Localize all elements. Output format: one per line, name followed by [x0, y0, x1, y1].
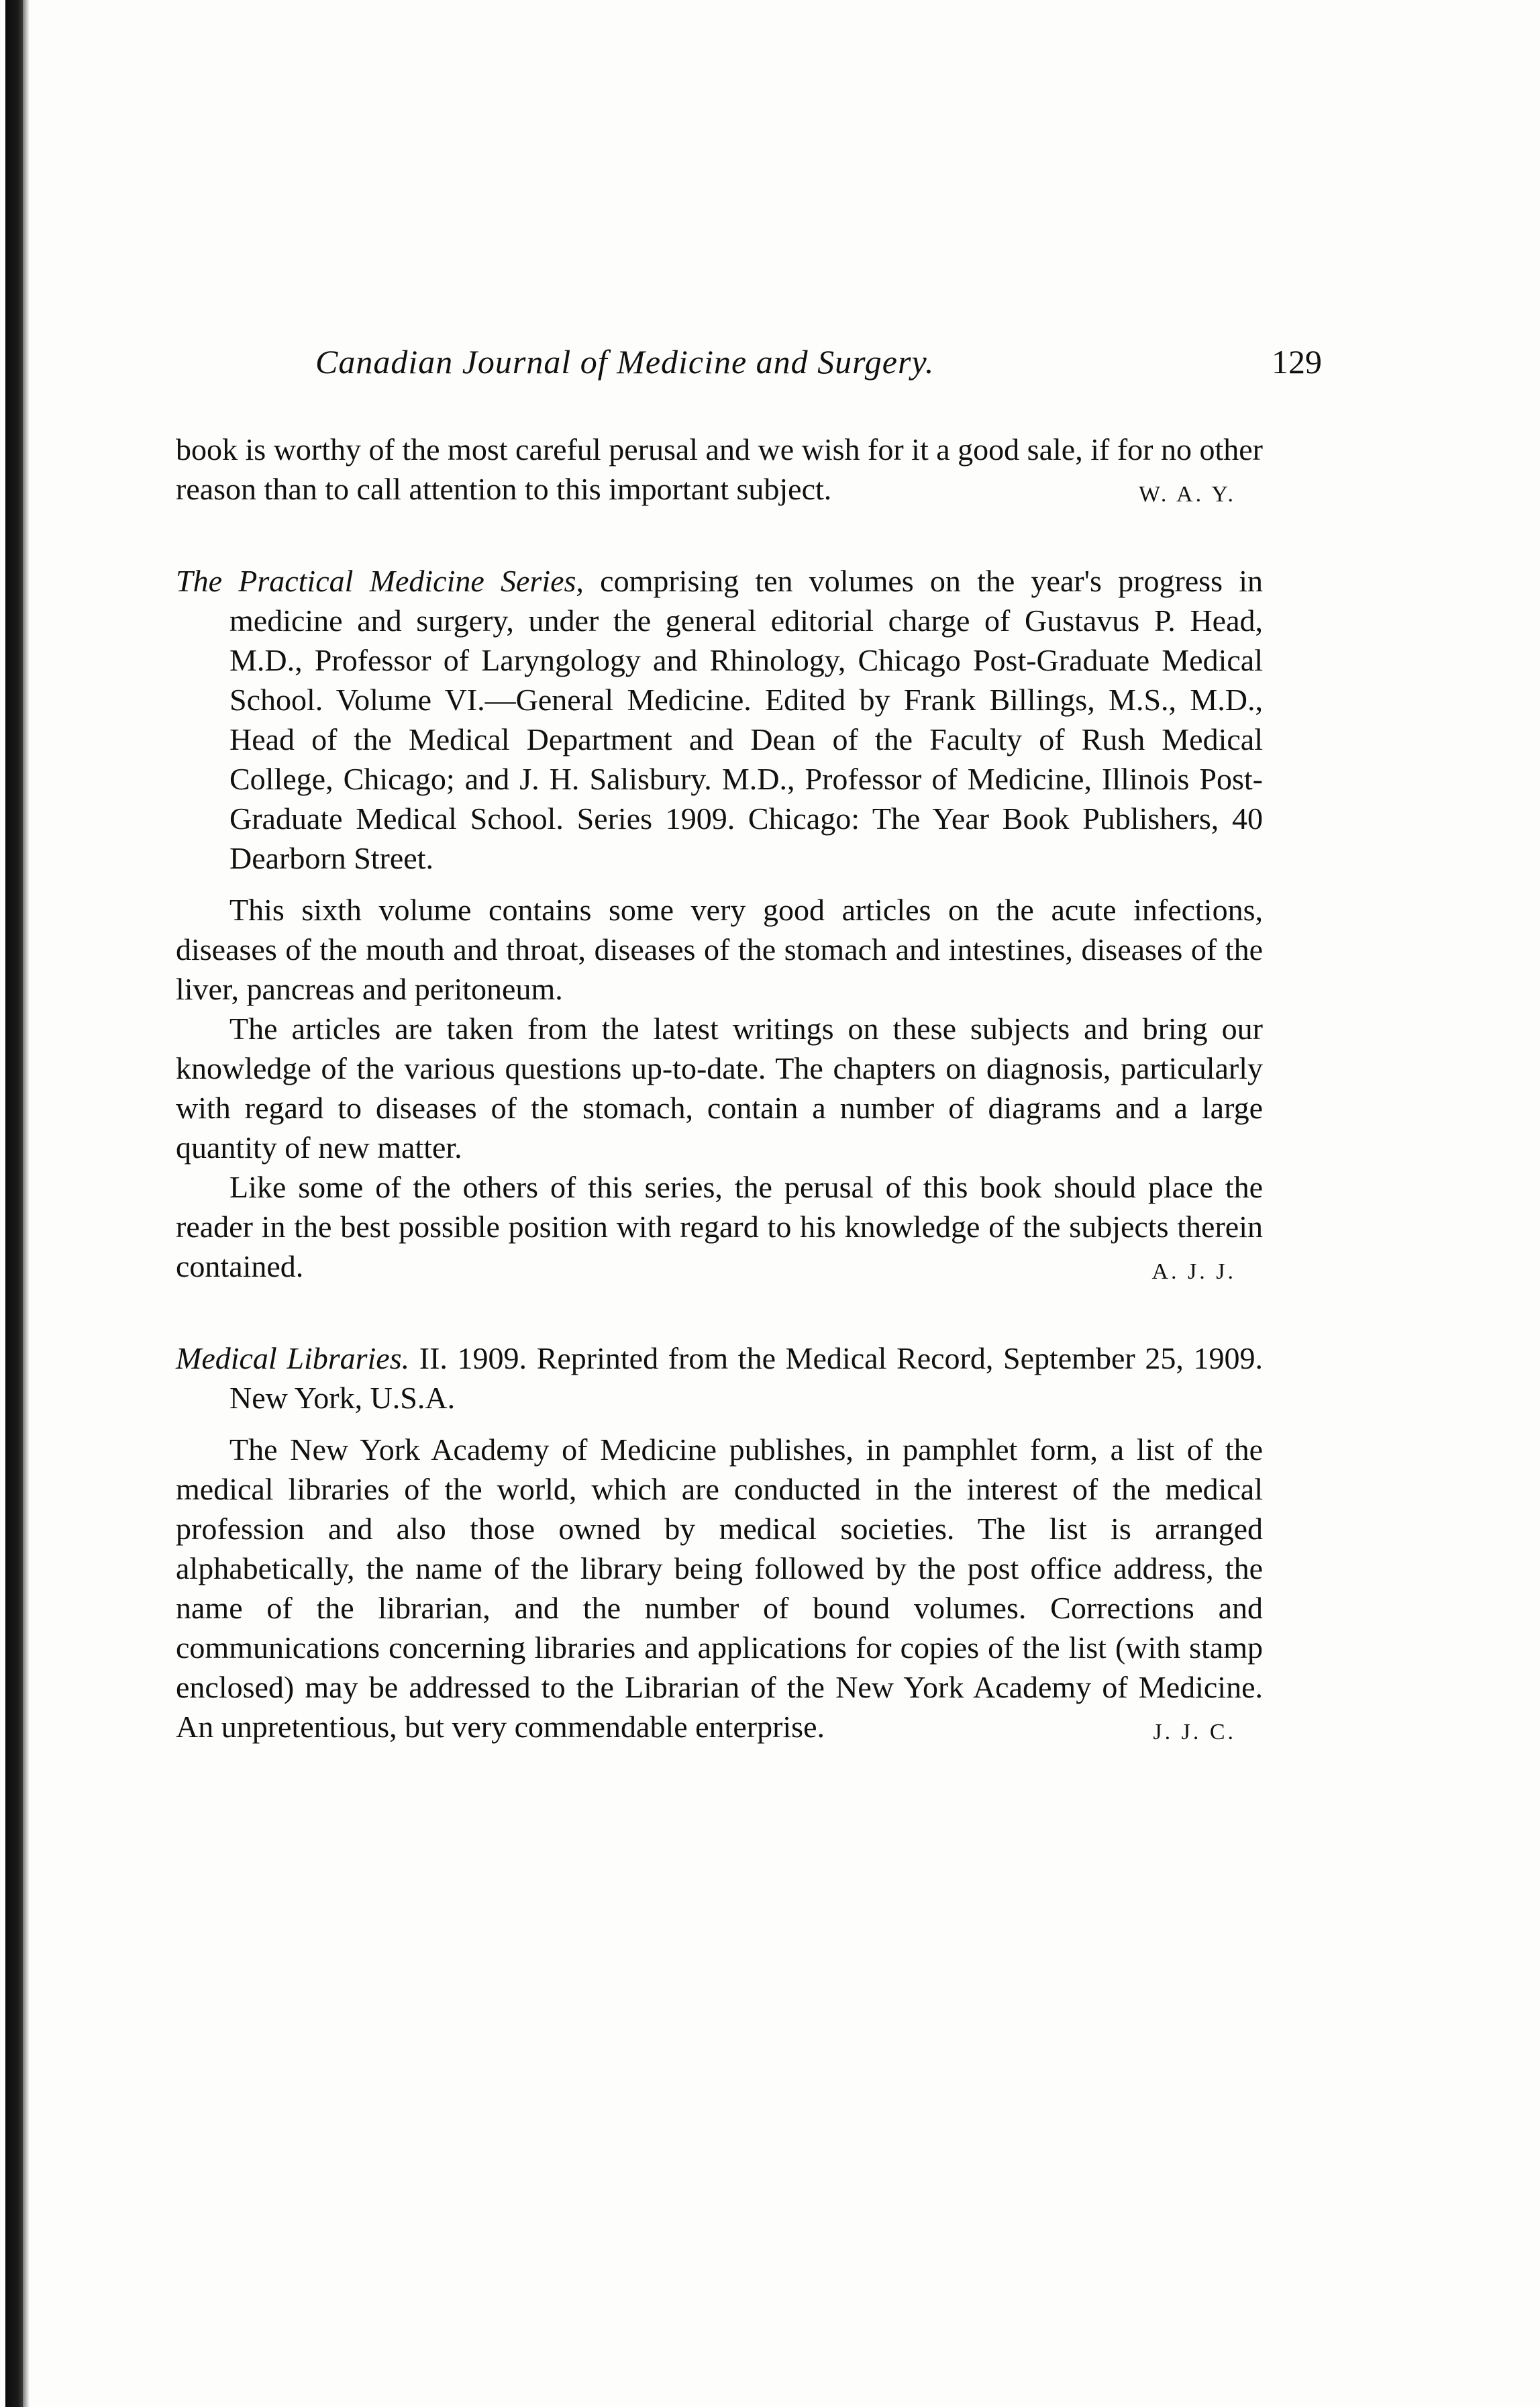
running-title: Canadian Journal of Medicine and Surgery. [315, 343, 935, 381]
review-paragraph [176, 1167, 1263, 1291]
reviewer-initials: A. J. J. [1151, 1259, 1236, 1284]
citation-title: Medical Libraries. [176, 1341, 410, 1375]
page-number: 129 [1272, 343, 1322, 381]
reviewer-initials: J. J. C. [1153, 1720, 1236, 1745]
text-block [176, 430, 1263, 1752]
review-medical-libraries [176, 1338, 1263, 1752]
page-header [315, 342, 1322, 396]
review-citation [176, 561, 1263, 878]
review-citation [176, 1338, 1263, 1418]
review-paragraph-text: Like some of the others of this series, the perusal of this book should place the reader in the best possible position with regard to his knowledge of the subjects therein contained. [176, 1170, 1263, 1283]
citation-details: comprising ten volumes on the year's progress in medicine and surgery, under the general editorial charge of Gustavus P. Head, M.D., Professor of Laryngology and Rhinology, Chicago Post-Graduate Medical School. Volume VI.—General Medicine. Edited by Frank Billings, M.S., M.D., Head of the Medical Department and Dean of the Faculty of Rush Medical College, Chicago; and J. H. Salisbury. M.D., Professor of Medicine, Illinois Post-Graduate Medical School. Series 1909. Chicago: The Year Book Publishers, 40 Dearborn Street. [229, 564, 1263, 875]
review-paragraph: The articles are taken from the latest writings on these subjects and bring our knowledge of the various questions up-to-date. The chapters on diagnosis, particularly with regard to diseases of the stomach, contain a number of diagrams and a large quantity of new matter. [176, 1012, 1263, 1165]
citation-title: The Practical Medicine Series, [176, 564, 584, 598]
review-paragraph [176, 1430, 1263, 1752]
continued-text: book is worthy of the most careful perusal and we wish for it a good sale, if for no other reason than to call attention to this important subject. [176, 432, 1263, 506]
citation-details: II. 1909. Reprinted from the Medical Record, September 25, 1909. New York, U.S.A. [229, 1341, 1263, 1415]
binding-shadow [23, 0, 30, 2407]
review-paragraph: This sixth volume contains some very good articles on the acute infections, diseases of the mouth and throat, diseases of the stomach and intestines, diseases of the liver, pancreas and peritoneum. [176, 893, 1263, 1006]
review-practical-medicine [176, 561, 1263, 1291]
continued-review [176, 430, 1263, 514]
binding-edge [5, 0, 23, 2407]
reviewer-initials: W. A. Y. [1138, 482, 1236, 507]
review-paragraph-text: The New York Academy of Medicine publishes, in pamphlet form, a list of the medical libraries of the world, which are conducted in the interest of the medical profession and also those owned by medical societies. The list is arranged alphabetically, the name of the library being followed by the post office address, the name of the librarian, and the number of bound volumes. Corrections and communications concerning libraries and applications for copies of the list (with stamp enclosed) may be addressed to the Librarian of the New York Academy of Medicine. An unpretentious, but very commendable enterprise. [176, 1432, 1263, 1744]
continued-paragraph [176, 430, 1263, 509]
